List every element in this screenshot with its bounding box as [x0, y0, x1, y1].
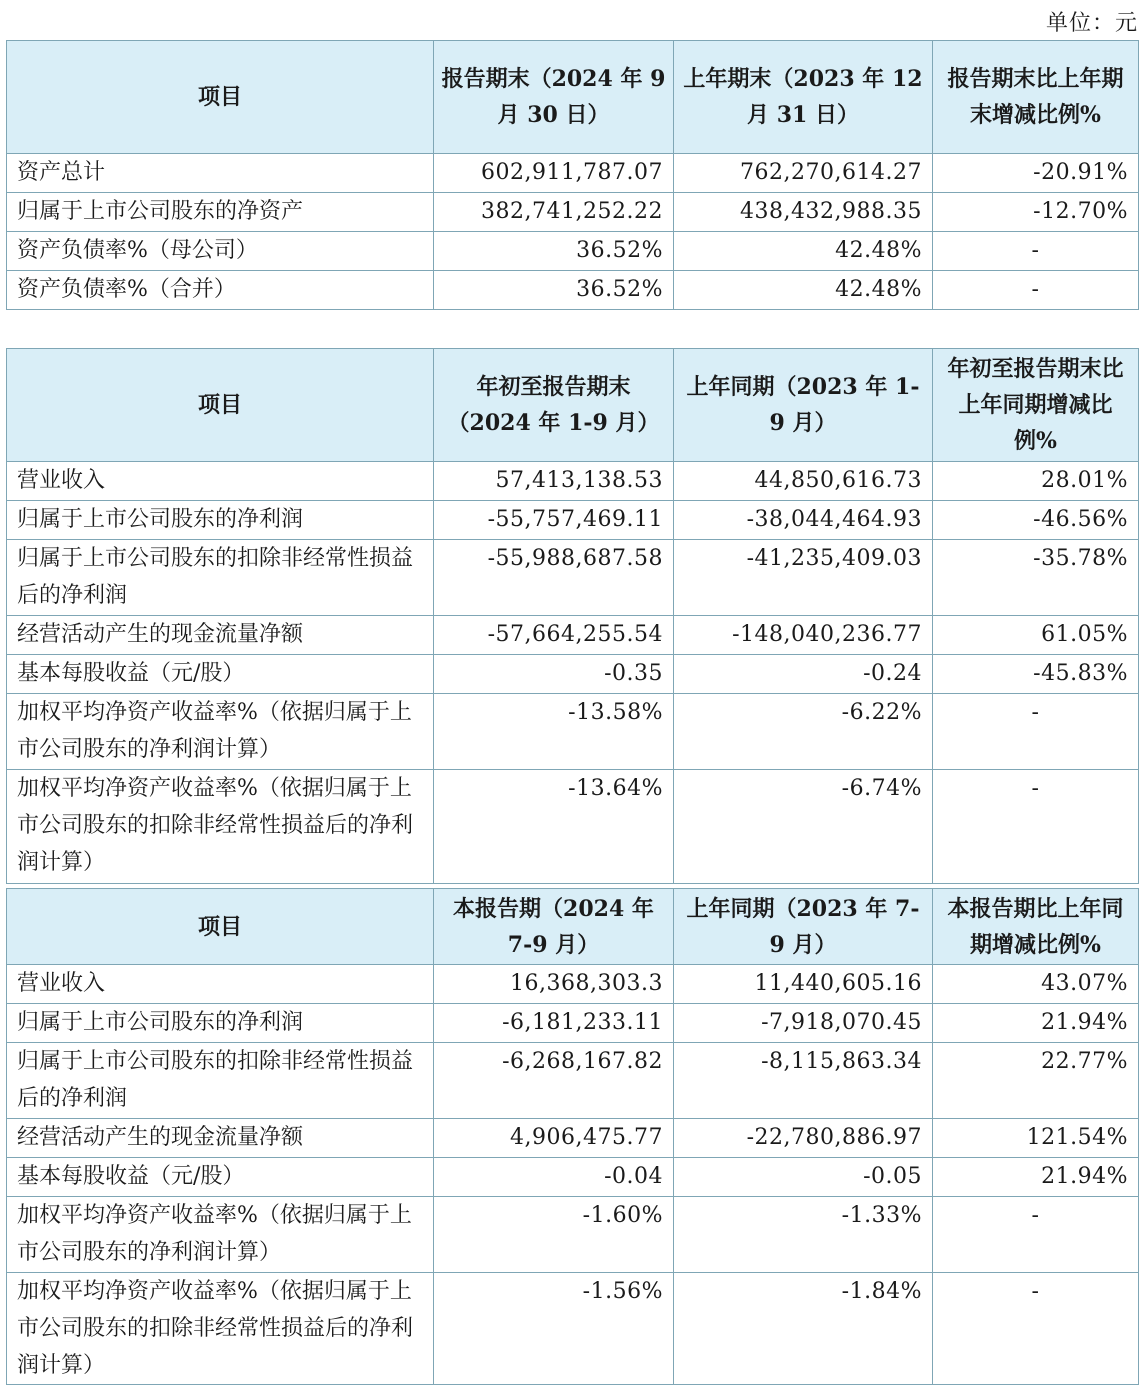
table-row: [7, 271, 1139, 310]
table-row: [7, 232, 1139, 271]
row-previous: -38,044,464.93: [674, 501, 933, 540]
table-header-row: [7, 349, 1139, 462]
row-change: 21.94%: [933, 1158, 1139, 1197]
row-current: -6,268,167.82: [434, 1043, 674, 1119]
header-previous: 上年同期（2023 年 1-9 月）: [674, 349, 933, 462]
row-change: 43.07%: [933, 965, 1139, 1004]
table-row: [7, 616, 1139, 655]
row-current: -1.56%: [434, 1273, 674, 1385]
row-change: 61.05%: [933, 616, 1139, 655]
table-row: [7, 1273, 1139, 1385]
row-item: 基本每股收益（元/股）: [7, 655, 434, 694]
unit-label: 单位：元: [1045, 11, 1138, 36]
table-row: [7, 770, 1139, 884]
header-current: 年初至报告期末（2024 年 1-9 月）: [434, 349, 674, 462]
header-item: 项目: [7, 41, 434, 154]
row-current: -57,664,255.54: [434, 616, 674, 655]
row-change: -45.83%: [933, 655, 1139, 694]
row-previous: -6.22%: [674, 694, 933, 770]
row-current: -6,181,233.11: [434, 1004, 674, 1043]
table-header-row: [7, 41, 1139, 154]
row-change: -20.91%: [933, 154, 1139, 193]
header-change: 年初至报告期末比上年同期增减比例%: [933, 349, 1139, 462]
row-current: -55,988,687.58: [434, 540, 674, 616]
row-current: -0.04: [434, 1158, 674, 1197]
table-row: [7, 193, 1139, 232]
row-current: -55,757,469.11: [434, 501, 674, 540]
table-header-row: [7, 889, 1139, 965]
row-previous: -7,918,070.45: [674, 1004, 933, 1043]
row-previous: -6.74%: [674, 770, 933, 884]
row-change: -: [933, 1273, 1139, 1385]
row-change: -: [933, 271, 1139, 310]
row-current: -1.60%: [434, 1197, 674, 1273]
row-item: 加权平均净资产收益率%（依据归属于上市公司股东的净利润计算）: [7, 694, 434, 770]
row-previous: -1.33%: [674, 1197, 933, 1273]
row-item: 营业收入: [7, 965, 434, 1004]
row-current: 382,741,252.22: [434, 193, 674, 232]
row-item: 归属于上市公司股东的扣除非经常性损益后的净利润: [7, 1043, 434, 1119]
row-change: 28.01%: [933, 462, 1139, 501]
header-item: 项目: [7, 349, 434, 462]
row-change: -46.56%: [933, 501, 1139, 540]
table-row: [7, 965, 1139, 1004]
row-previous: 42.48%: [674, 232, 933, 271]
row-change: -: [933, 232, 1139, 271]
row-item: 加权平均净资产收益率%（依据归属于上市公司股东的净利润计算）: [7, 1197, 434, 1273]
row-previous: 438,432,988.35: [674, 193, 933, 232]
row-current: 16,368,303.3: [434, 965, 674, 1004]
row-change: -12.70%: [933, 193, 1139, 232]
row-current: 602,911,787.07: [434, 154, 674, 193]
row-previous: 11,440,605.16: [674, 965, 933, 1004]
row-current: 36.52%: [434, 232, 674, 271]
row-previous: 44,850,616.73: [674, 462, 933, 501]
row-current: 36.52%: [434, 271, 674, 310]
balance-table: [6, 40, 1139, 310]
header-current: 本报告期（2024 年 7-9 月）: [434, 889, 674, 965]
row-item: 归属于上市公司股东的扣除非经常性损益后的净利润: [7, 540, 434, 616]
row-previous: 42.48%: [674, 271, 933, 310]
row-current: -13.64%: [434, 770, 674, 884]
row-current: 57,413,138.53: [434, 462, 674, 501]
row-previous: -0.05: [674, 1158, 933, 1197]
ytd-table: [6, 348, 1139, 884]
table-row: [7, 540, 1139, 616]
row-change: 22.77%: [933, 1043, 1139, 1119]
header-change: 本报告期比上年同期增减比例%: [933, 889, 1139, 965]
row-current: 4,906,475.77: [434, 1119, 674, 1158]
table-row: [7, 1197, 1139, 1273]
row-item: 基本每股收益（元/股）: [7, 1158, 434, 1197]
row-previous: -148,040,236.77: [674, 616, 933, 655]
table-row: [7, 1043, 1139, 1119]
row-change: 121.54%: [933, 1119, 1139, 1158]
row-change: -: [933, 770, 1139, 884]
row-change: -35.78%: [933, 540, 1139, 616]
table-row: [7, 1004, 1139, 1043]
row-previous: -41,235,409.03: [674, 540, 933, 616]
header-previous: 上年同期（2023 年 7-9 月）: [674, 889, 933, 965]
table-row: [7, 655, 1139, 694]
table-row: [7, 694, 1139, 770]
row-change: -: [933, 1197, 1139, 1273]
row-previous: -8,115,863.34: [674, 1043, 933, 1119]
row-item: 归属于上市公司股东的净利润: [7, 501, 434, 540]
quarter-table: [6, 888, 1139, 1385]
row-item: 资产负债率%（母公司）: [7, 232, 434, 271]
table-row: [7, 501, 1139, 540]
header-previous: 上年期末（2023 年 12 月 31 日）: [674, 41, 933, 154]
row-previous: -0.24: [674, 655, 933, 694]
row-item: 加权平均净资产收益率%（依据归属于上市公司股东的扣除非经常性损益后的净利润计算）: [7, 770, 434, 884]
row-item: 资产总计: [7, 154, 434, 193]
header-item: 项目: [7, 889, 434, 965]
row-previous: -22,780,886.97: [674, 1119, 933, 1158]
header-current: 报告期末（2024 年 9 月 30 日）: [434, 41, 674, 154]
row-previous: 762,270,614.27: [674, 154, 933, 193]
row-change: -: [933, 694, 1139, 770]
row-item: 资产负债率%（合并）: [7, 271, 434, 310]
table-row: [7, 462, 1139, 501]
row-item: 营业收入: [7, 462, 434, 501]
row-previous: -1.84%: [674, 1273, 933, 1385]
row-item: 归属于上市公司股东的净利润: [7, 1004, 434, 1043]
table-row: [7, 1119, 1139, 1158]
table-row: [7, 1158, 1139, 1197]
row-item: 经营活动产生的现金流量净额: [7, 1119, 434, 1158]
row-current: -0.35: [434, 655, 674, 694]
row-item: 归属于上市公司股东的净资产: [7, 193, 434, 232]
row-current: -13.58%: [434, 694, 674, 770]
row-item: 加权平均净资产收益率%（依据归属于上市公司股东的扣除非经常性损益后的净利润计算）: [7, 1273, 434, 1385]
header-change: 报告期末比上年期末增减比例%: [933, 41, 1139, 154]
table-row: [7, 154, 1139, 193]
row-change: 21.94%: [933, 1004, 1139, 1043]
row-item: 经营活动产生的现金流量净额: [7, 616, 434, 655]
